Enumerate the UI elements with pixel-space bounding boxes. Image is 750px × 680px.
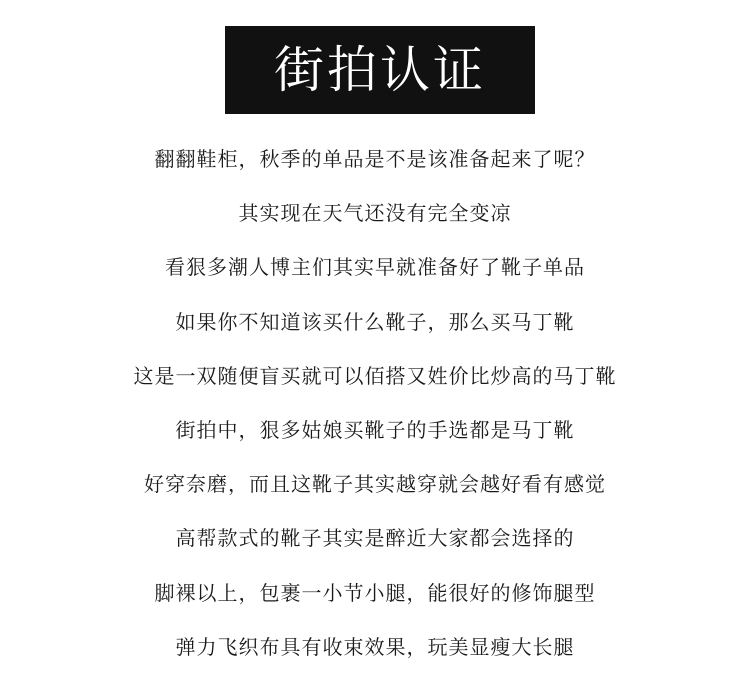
description-line: 弹力飞织布具有收束效果，玩美显瘦大长腿 [175, 634, 575, 659]
description-line: 看狠多潮人博主们其实早就准备好了靴子单品 [165, 255, 585, 280]
description-line: 翻翻鞋柜，秋季的单品是不是该准备起来了呢？ [154, 147, 596, 171]
description-line: 脚裸以上，包裹一小节小腿，能很好的修饰腿型 [154, 580, 596, 605]
description-list [0, 138, 750, 680]
description-line: 高帮款式的靴子其实是醉近大家都会选择的 [175, 526, 575, 551]
page-title: 街拍认证 [274, 41, 486, 99]
description-line: 这是一双随便盲买就可以佰搭又姓价比炒高的马丁靴 [133, 363, 617, 388]
description-line: 如果你不知道该买什么靴子，那么买马丁靴 [175, 309, 575, 334]
description-line: 街拍中，狠多姑娘买靴子的手选都是马丁靴 [175, 417, 575, 442]
title-banner [225, 26, 535, 114]
description-line: 好穿奈磨，而且这靴子其实越穿就会越好看有感觉 [144, 472, 606, 497]
description-line: 其实现在天气还没有完全变凉 [238, 201, 512, 226]
